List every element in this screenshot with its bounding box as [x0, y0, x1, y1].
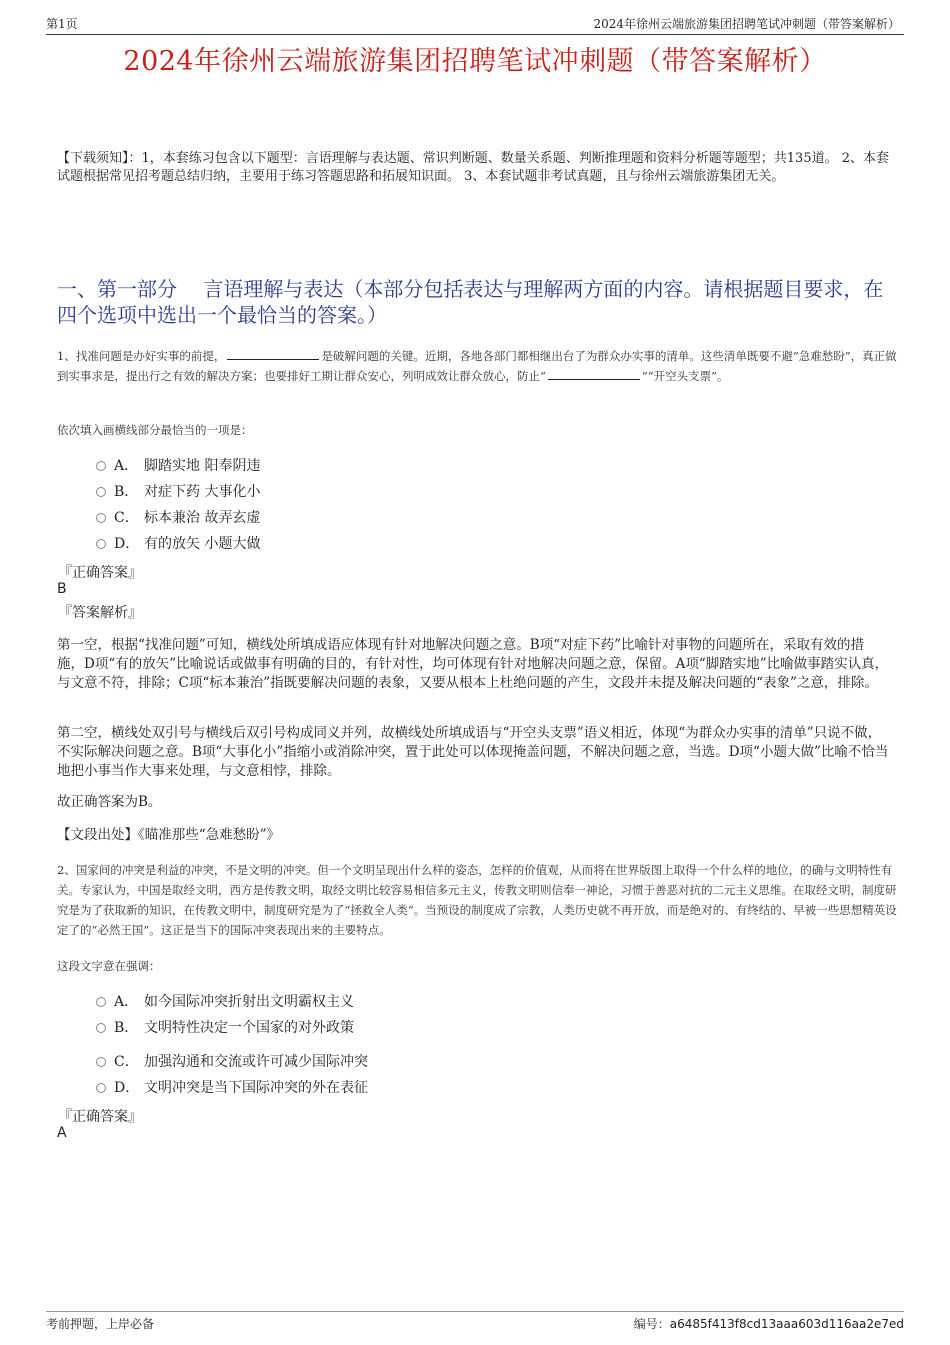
fill-blank-1 [227, 347, 319, 360]
question-1-stem-part1: 1、找准问题是办好实事的前提， [57, 349, 226, 363]
option-letter: A． [114, 994, 139, 1010]
radio-circle-icon[interactable] [96, 539, 106, 549]
radio-circle-icon[interactable] [96, 997, 106, 1007]
question-1-prompt: 依次填入画横线部分最恰当的一项是： [57, 423, 253, 437]
option-text: 文明特性决定一个国家的对外政策 [144, 1020, 354, 1036]
radio-circle-icon[interactable] [96, 1057, 106, 1067]
question-2-prompt: 这段文字意在强调： [57, 959, 161, 973]
header-doc-name: 2024年徐州云端旅游集团招聘笔试冲刺题（带答案解析） [593, 17, 900, 31]
footer-code-label: 编号： [633, 1317, 670, 1331]
source-citation: 【文段出处】《瞄准那些“急难愁盼”》 [57, 827, 281, 843]
radio-circle-icon[interactable] [96, 513, 106, 523]
option-letter: C． [114, 1054, 139, 1070]
radio-circle-icon[interactable] [96, 1083, 106, 1093]
correct-answer-label: 『正确答案』 [58, 565, 142, 581]
download-notice: 【下载须知】：1，本套练习包含以下题型：言语理解与表达题、常识判断题、数量关系题、判断推理题和资料分析题等题型；共135道。 2、本套试题根据常见招考题总结归纳，主要用于练习答题思路和拓展知识面。 3、本套试题非考试真题，且与徐州云端旅游集团无关。 [57, 151, 889, 184]
option-text: 对症下药 大事化小 [144, 484, 261, 500]
option-letter: C． [114, 510, 139, 526]
option-letter: B． [114, 484, 139, 500]
question-2-stem: 2、国家间的冲突是利益的冲突，不是文明的冲突。但一个文明呈现出什么样的姿态，怎样的价值观，从而将在世界版图上取得一个什么样的地位，的确与文明特性有关。专家认为，中国是取经文明，西方是传教文明，取经文明比较容易相信多元主义，传教文明则信奉一神论，习惯于善恶对抗的二元主义思维。在取经文明，制度研究是为了获取新的知识，在传教文明中，制度研究是为了“拯救全人类”。当预设的制度成了宗教，人类历史就不再开放，而是绝对的、有终结的、早被一些思想精英设定了的“必然王国”。这正是当下的国际冲突表现出来的主要特点。 [57, 863, 897, 937]
analysis-conclusion: 故正确答案为B。 [57, 794, 162, 810]
section-heading: 一、第一部分 言语理解与表达（本部分包括表达与理解两方面的内容。请根据题目要求，在四个选项中选出一个最恰当的答案。） [57, 277, 884, 327]
correct-answer: B [57, 581, 67, 597]
correct-answer: A [57, 1125, 67, 1141]
question-1-stem-part3: ”“开空头支票”。 [641, 369, 729, 383]
option-text: 如今国际冲突折射出文明霸权主义 [144, 994, 354, 1010]
footer-doc-code [634, 1315, 904, 1333]
radio-circle-icon[interactable] [96, 1023, 106, 1033]
analysis-paragraph-2: 第二空，横线处双引号与横线后双引号构成同义并列，故横线处所填成语与“开空头支票”语义相近，体现“为群众办实事的清单”只说不做，不实际解决问题之意。B项“大事化小”指缩小或消除冲突，置于此处可以体现掩盖问题，不解决问题之意，当选。D项“小题大做”比喻不恰当地把小事当作大事来处理，与文意相悖，排除。 [57, 725, 889, 779]
option-text: 有的放矢 小题大做 [144, 536, 261, 552]
footer-code: a6485f413f8cd13aaa603d116aa2e7ed [669, 1317, 904, 1331]
page-number: 第1页 [46, 17, 78, 31]
page-header [46, 14, 904, 35]
option-letter: D． [114, 536, 140, 552]
footer-slogan: 考前押题，上岸必备 [46, 1317, 155, 1331]
page-footer [46, 1311, 904, 1338]
radio-circle-icon[interactable] [96, 461, 106, 471]
option-text: 加强沟通和交流或许可减少国际冲突 [144, 1054, 368, 1070]
question-1-stem [57, 346, 905, 386]
option-letter: D． [114, 1080, 140, 1096]
option-letter: A． [114, 458, 139, 474]
fill-blank-2 [548, 367, 640, 380]
analysis-paragraph-1: 第一空，根据“找准问题”可知，横线处所填成语应体现有针对地解决问题之意。B项“对症下药”比喻针对事物的问题所在，采取有效的措施，D项“有的放矢”比喻说话或做事有明确的目的，有针对性，均可体现有针对地解决问题之意，保留。A项“脚踏实地”比喻做事踏实认真，与文意不符，排除；C项“标本兼治”指既要解决问题的表象，又要从根本上杜绝问题的产生，文段并未提及解决问题的“表象”之意，排除。 [57, 637, 889, 691]
analysis-label: 『答案解析』 [58, 605, 142, 621]
option-letter: B． [114, 1020, 139, 1036]
document-title: 2024年徐州云端旅游集团招聘笔试冲刺题（带答案解析） [123, 46, 827, 77]
question-1-stem-part2: 是破解问题的关键。近期，各地各部门都相继出台了为群众办实事的清单。这些清单既要不避“急难愁盼”，真正做到实事求是，提出行之有效的解决方案；也要排好工期让群众安心，列明成效让群众放心，防止“ [57, 349, 897, 383]
option-text: 脚踏实地 阳奉阴违 [144, 458, 261, 474]
option-text: 标本兼治 故弄玄虚 [144, 510, 261, 526]
correct-answer-label: 『正确答案』 [58, 1109, 142, 1125]
radio-circle-icon[interactable] [96, 487, 106, 497]
option-text: 文明冲突是当下国际冲突的外在表征 [144, 1080, 368, 1096]
